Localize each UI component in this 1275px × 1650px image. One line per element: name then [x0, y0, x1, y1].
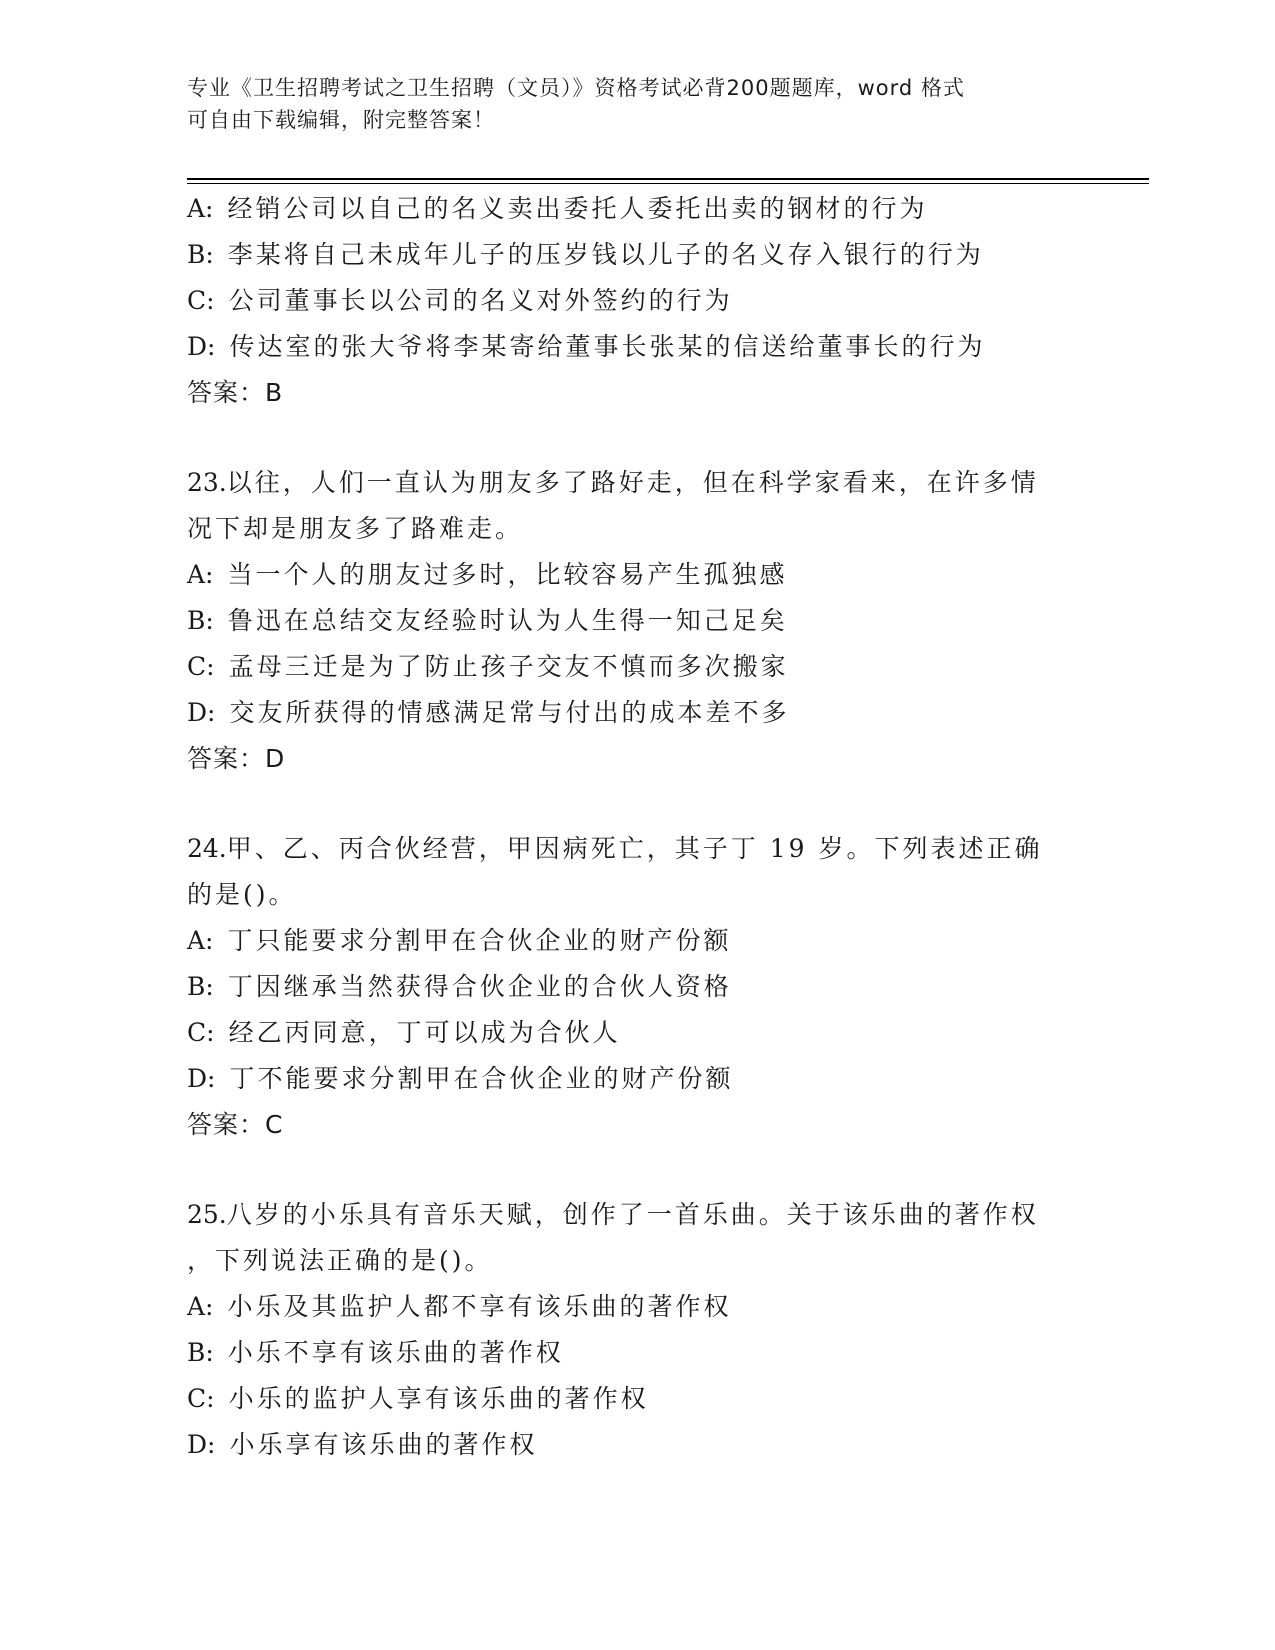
option-d: D: 丁不能要求分割甲在合伙企业的财产份额: [187, 1064, 734, 1093]
question-number: 25.: [187, 1200, 227, 1229]
question-number: 23.: [187, 468, 227, 497]
option-a: A: 小乐及其监护人都不享有该乐曲的著作权: [187, 1292, 732, 1321]
question-text-line-1: 以往，人们一直认为朋友多了路好走，但在科学家看来，在许多情: [226, 468, 1039, 497]
option-d: D: 传达室的张大爷将李某寄给董事长张某的信送给董事长的行为: [187, 332, 986, 361]
question-24: [187, 826, 1087, 1148]
option-a: A: 当一个人的朋友过多时，比较容易产生孤独感: [187, 560, 788, 589]
option-a: A: 丁只能要求分割甲在合伙企业的财产份额: [187, 926, 732, 955]
prev-question: [187, 186, 1087, 416]
question-text-line-1: 八岁的小乐具有音乐天赋，创作了一首乐曲。关于该乐曲的著作权: [226, 1200, 1039, 1229]
option-b: B: 小乐不享有该乐曲的著作权: [187, 1338, 564, 1367]
option-d: D: 小乐享有该乐曲的著作权: [187, 1430, 538, 1459]
answer-line: 答案：D: [187, 744, 286, 773]
answer-line: 答案：B: [187, 378, 284, 407]
header-line-1: 专业《卫生招聘考试之卫生招聘（文员）》资格考试必背200题题库，word 格式: [187, 76, 965, 100]
question-25: [187, 1192, 1087, 1468]
question-23: [187, 460, 1087, 782]
question-stem: [187, 1192, 1087, 1284]
page-header: [187, 72, 1087, 136]
document-body: [187, 186, 1087, 1468]
question-text-line-1: 甲、乙、丙合伙经营，甲因病死亡，其子丁 19 岁。下列表述正确: [226, 834, 1043, 863]
option-d: D: 交友所获得的情感满足常与付出的成本差不多: [187, 698, 790, 727]
option-a: A: 经销公司以自己的名义卖出委托人委托出卖的钢材的行为: [187, 194, 928, 223]
question-text-line-2: 的是()。: [187, 880, 297, 909]
header-line-2: 可自由下载编辑，附完整答案！: [187, 108, 495, 132]
option-b: B: 李某将自己未成年儿子的压岁钱以儿子的名义存入银行的行为: [187, 240, 984, 269]
question-text-line-2: ，下列说法正确的是()。: [187, 1246, 493, 1275]
option-c: C: 经乙丙同意，丁可以成为合伙人: [187, 1018, 621, 1047]
option-b: B: 鲁迅在总结交友经验时认为人生得一知己足矣: [187, 606, 788, 635]
question-text-line-2: 况下却是朋友多了路难走。: [187, 514, 524, 543]
question-number: 24.: [187, 834, 227, 863]
option-c: C: 孟母三迁是为了防止孩子交友不慎而多次搬家: [187, 652, 789, 681]
option-c: C: 小乐的监护人享有该乐曲的著作权: [187, 1384, 649, 1413]
question-stem: [187, 460, 1087, 552]
answer-line: 答案：C: [187, 1110, 284, 1139]
question-stem: [187, 826, 1087, 918]
header-rule-thick: [187, 178, 1149, 180]
option-c: C: 公司董事长以公司的名义对外签约的行为: [187, 286, 733, 315]
option-b: B: 丁因继承当然获得合伙企业的合伙人资格: [187, 972, 732, 1001]
header-rule-thin: [187, 183, 1149, 184]
